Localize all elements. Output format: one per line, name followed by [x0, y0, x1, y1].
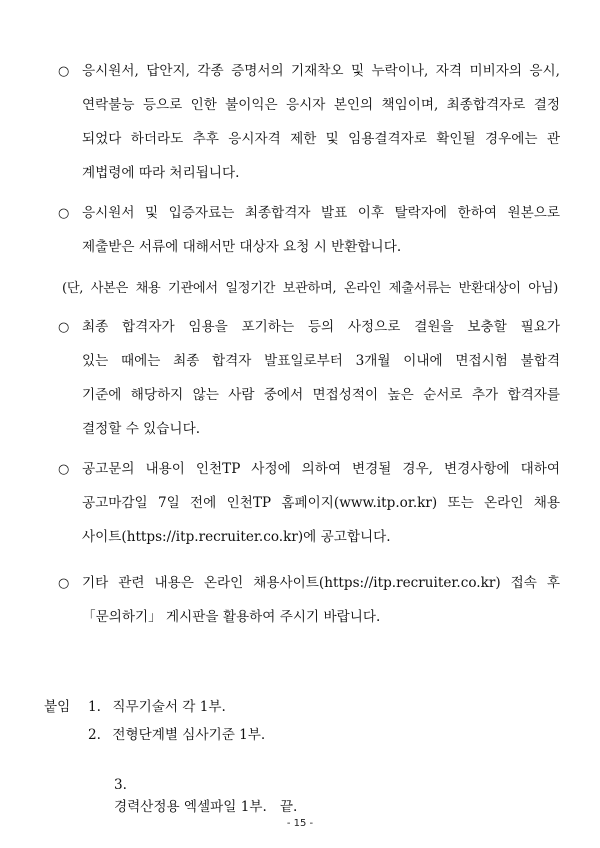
paragraph-text: 최종 합격자가 임용을 포기하는 등의 사정으로 결원을 보충할 필요가 — [82, 319, 560, 335]
paragraph-line — [82, 162, 239, 184]
paragraph-text: 되었다 하더라도 추후 응시자격 제한 및 임용결격자로 확인될 경우에는 관 — [82, 131, 560, 147]
paragraph-text: 결정할 수 있습니다. — [82, 421, 201, 437]
attachment-item — [88, 724, 265, 746]
bullet-circle: ○ — [58, 64, 70, 79]
attachment-item — [88, 696, 226, 718]
page-number: - 15 - — [286, 818, 314, 829]
paragraph-line — [82, 606, 380, 628]
paragraph-line — [58, 572, 560, 594]
paragraph-text: 있는 때에는 최종 합격자 발표일로부터 3개월 이내에 면접시험 불합격 — [82, 353, 560, 369]
paragraph-text: 응시원서, 답안지, 각종 증명서의 기재착오 및 누락이나, 자격 미비자의 응시, — [82, 63, 560, 79]
paragraph-line — [82, 384, 560, 406]
attachment-number: 1. — [88, 699, 101, 715]
paragraph-text: 기준에 해당하지 않는 사람 중에서 면접성적이 높은 순서로 추가 합격자를 — [82, 387, 560, 403]
paragraph-line — [58, 202, 560, 224]
paragraph-text: 사이트(https://itp.recruiter.co.kr)에 공고합니다. — [82, 529, 391, 545]
paragraph-text: 공고문의 내용이 인천TP 사정에 의하여 변경될 경우, 변경사항에 대하여 — [82, 461, 560, 477]
paragraph-line — [82, 492, 560, 514]
bullet-circle: ○ — [58, 576, 70, 591]
paragraph-text: 기타 관련 내용은 온라인 채용사이트(https://itp.recruiter.co.kr) 접속 후 — [82, 575, 560, 591]
attachments-label: 붙임 — [44, 699, 71, 715]
paragraph-line — [82, 128, 560, 150]
paragraph-line — [82, 94, 560, 116]
paragraph-line — [82, 236, 401, 258]
attachment-text: 경력산정용 엑셀파일 1부. 끝. — [113, 799, 298, 815]
bullet-circle: ○ — [58, 462, 70, 477]
note-text: (단, 사본은 채용 기관에서 일정기간 보관하며, 온라인 제출서류는 반환대상이 아님) — [62, 281, 558, 296]
paragraph-line — [82, 526, 391, 548]
attachment-text: 전형단계별 심사기준 1부. — [112, 727, 266, 743]
attachment-number: 3. — [113, 777, 127, 793]
paragraph-line — [82, 418, 200, 440]
paragraph-text: 제출받은 서류에 대해서만 대상자 요청 시 반환합니다. — [82, 239, 402, 255]
bullet-circle: ○ — [58, 320, 70, 335]
paragraph-text: 연락불능 등으로 인한 불이익은 응시자 본인의 책임이며, 최종합격자로 결정 — [82, 97, 560, 113]
paragraph-text: 「문의하기」 게시판을 활용하여 주시기 바랍니다. — [82, 609, 381, 625]
paragraph-line — [58, 458, 560, 480]
paragraph-line — [58, 60, 560, 82]
paragraph-text: 계법령에 따라 처리됩니다. — [82, 165, 240, 181]
paragraph-text: 공고마감일 7일 전에 인천TP 홈페이지(www.itp.or.kr) 또는 온라인 채용 — [82, 495, 560, 511]
attachment-text: 직무기술서 각 1부. — [112, 699, 226, 715]
attachment-number: 2. — [88, 727, 101, 743]
paragraph-line — [58, 316, 560, 338]
paragraph-text: 응시원서 및 입증자료는 최종합격자 발표 이후 탈락자에 한하여 원본으로 — [82, 205, 560, 221]
attachment-item — [88, 752, 298, 815]
bullet-circle: ○ — [58, 206, 70, 221]
paragraph-line — [82, 350, 560, 372]
